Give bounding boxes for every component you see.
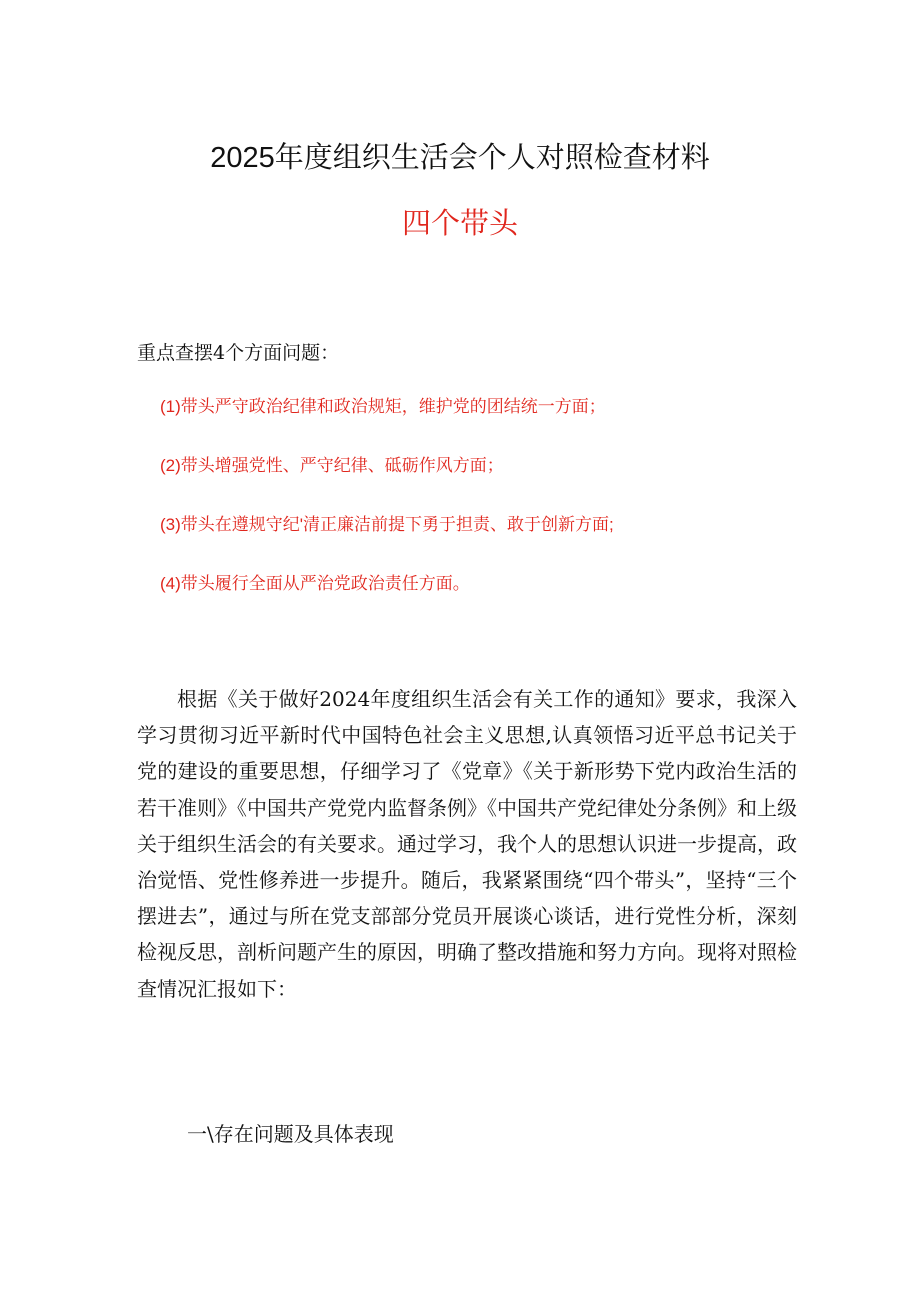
focus-item-4: (4)带头履行全面从严治党政治责任方面。	[160, 574, 470, 593]
body-paragraph: 根据《关于做好2024年度组织生活会有关工作的通知》要求，我深入学习贯彻习近平新时代中国特色社会主义思想,认真领悟习近平总书记关于党的建设的重要思想，仔细学习了《党章》《关于新形势下党内政治生活的若干准则》《中国共产党党内监督条例》《中国共产党纪律处分条例》和上级关于组织生活会的有关要求。通过学习，我个人的思想认识进一步提高，政治觉悟、党性修养进一步提升。随后，我紧紧围绕“四个带头”，坚持“三个摆进去”，通过与所在党支部部分党员开展谈心谈话，进行党性分析，深刻检视反思，剖析问题产生的原因，明确了整改措施和努力方向。现将对照检查情况汇报如下：	[137, 687, 797, 1001]
focus-item-1: (1)带头严守政治纪律和政治规矩，维护党的团结统一方面；	[160, 397, 606, 416]
focus-item-3: (3)带头在遵规守纪'清正廉洁前提下勇于担责、敢于创新方面;	[160, 515, 614, 534]
section-heading: 一\存在问题及具体表现	[187, 1122, 394, 1146]
document-title: 2025年度组织生活会个人对照检查材料	[210, 142, 710, 174]
focus-list	[160, 392, 614, 628]
focus-heading: 重点查摆4个方面问题：	[137, 342, 340, 364]
document-subtitle: 四个带头	[401, 208, 518, 240]
focus-item-2: (2)带头增强党性、严守纪律、砥砺作风方面；	[160, 456, 504, 475]
